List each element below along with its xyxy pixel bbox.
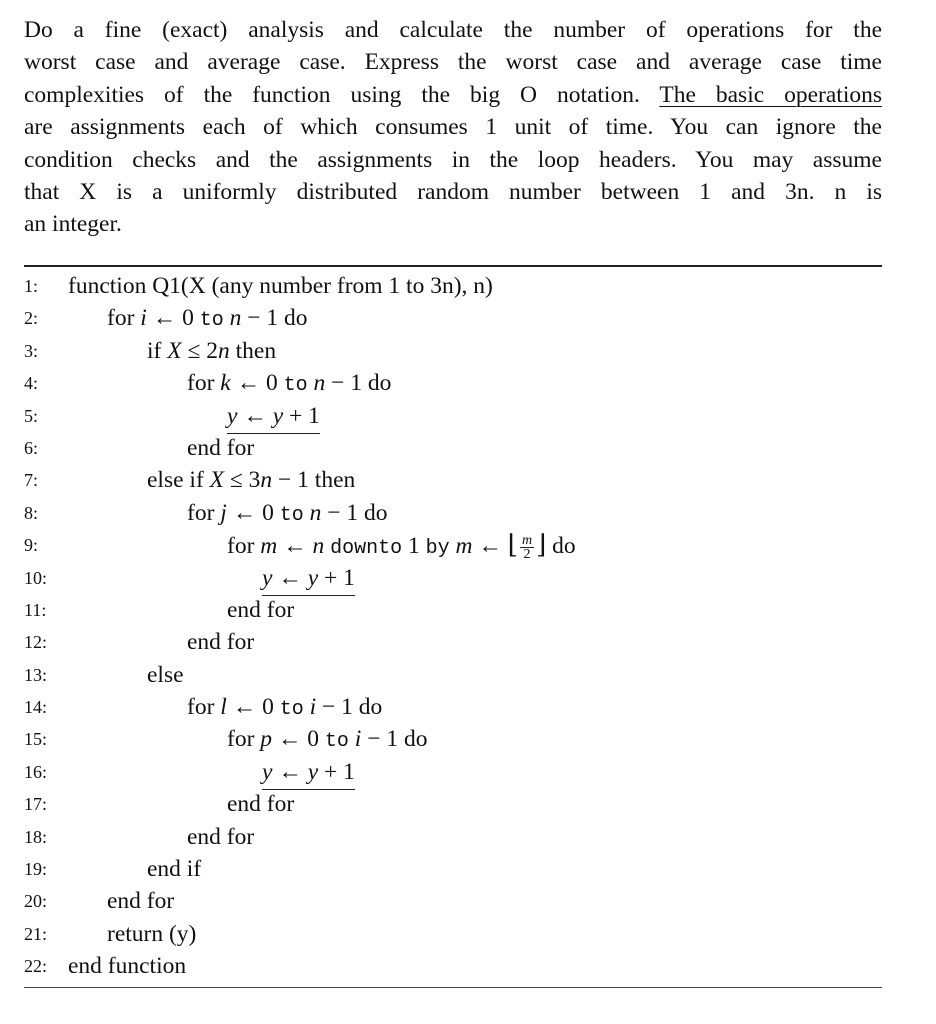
statement [227,723,427,758]
text-segment: then [229,337,277,364]
math-symbol: y [307,564,319,591]
statement [187,367,391,402]
math-symbol: y [262,564,273,591]
line-number: 7: [24,470,39,491]
text-segment: end for [227,596,295,623]
math-symbol: n [309,499,322,526]
paragraph-line [24,111,882,143]
text-segment: an integer. [24,211,122,238]
line-number: 5: [24,405,39,426]
floor-bracket: ⌋ [536,530,547,560]
math-symbol: k [220,370,231,397]
text-segment: − 1 then [272,467,356,494]
assignment-statement [262,756,355,790]
math-symbol: n [218,337,230,364]
algorithm-line [24,626,882,658]
statement [68,270,493,302]
line-number: 18: [24,826,48,847]
text-segment: end for [187,629,255,656]
algorithm-line [24,497,882,529]
text-segment: ← [472,533,508,560]
statement [187,821,254,853]
text-segment: ← [237,402,273,429]
denominator: 2 [523,547,531,563]
math-symbol: l [220,694,227,721]
line-number: 2: [24,308,39,329]
text-segment: − 1 do [325,370,392,397]
text-segment: if [147,337,168,364]
line-number: 9: [24,535,39,556]
line-number: 8: [24,502,39,523]
paragraph-line [24,46,882,78]
math-symbol: y [307,758,319,785]
statement [147,335,276,367]
math-symbol: X [167,337,182,364]
text-segment: for [187,499,221,526]
algorithm-line [24,723,882,755]
line-number: 17: [24,794,48,815]
line-number: 10: [24,567,48,588]
text-segment: ← 0 [226,694,280,721]
text-segment: 1 [402,533,426,560]
algorithm-line [24,400,882,432]
math-symbol: m [455,533,473,560]
text-segment: end for [227,791,295,818]
statement [147,659,184,691]
statement [187,691,382,726]
algorithm-line [24,432,882,464]
text-segment: worst case and average case. Express the worst case and average case time [24,49,882,76]
floor-bracket: ⌊ [507,530,518,560]
math-symbol: n [229,305,242,332]
text-segment: condition checks and the assignments in the loop headers. You may assume [24,146,882,173]
text-segment: else if [147,467,210,494]
keyword-mono: downto [330,537,403,561]
algorithm-line [24,756,882,788]
text-segment: end if [147,856,202,883]
paragraph-line [24,208,882,240]
algorithm-line [24,885,882,917]
statement [147,853,201,885]
fraction [520,534,534,561]
text-segment: + 1 [318,564,355,591]
algorithm-line [24,950,882,982]
statement [227,788,294,820]
text-segment: − 1 do [321,499,388,526]
text-segment: else [147,661,184,688]
text-segment: ← 0 [146,305,200,332]
algorithm-line [24,821,882,853]
algorithm-line [24,562,882,594]
algorithm-block [24,265,882,988]
math-symbol: p [260,726,273,753]
text-segment: − 1 do [361,726,428,753]
math-symbol: n [313,370,326,397]
line-number: 21: [24,923,48,944]
text-segment: ≤ 2 [181,337,218,364]
line-number: 11: [24,599,47,620]
numerator: m [521,533,533,549]
text-segment: that X is a uniformly distributed random number between 1 and 3n. n is [24,178,882,205]
text-segment: end for [187,434,255,461]
algorithm-line [24,367,882,399]
statement [107,918,196,950]
math-symbol: y [227,402,238,429]
text-segment: are assignments each of which consumes 1 unit of time. You can ignore the [24,114,882,141]
text-segment: return (y) [107,920,197,947]
statement [107,885,174,917]
text-segment: do [546,533,576,560]
line-number: 3: [24,340,39,361]
keyword-mono: to [279,503,304,527]
math-symbol: y [262,758,273,785]
math-symbol: i [140,305,147,332]
text-segment: for [187,370,221,397]
text-segment: end for [107,888,175,915]
line-number: 14: [24,697,48,718]
math-symbol: X [209,467,224,494]
line-number: 4: [24,373,39,394]
line-number: 19: [24,859,48,880]
math-symbol: i [354,726,362,753]
text-segment: − 1 do [316,694,383,721]
line-number: 12: [24,632,48,653]
math-symbol: j [220,499,227,526]
line-number: 16: [24,761,48,782]
question-paragraph [24,14,882,241]
algorithm-line [24,335,882,367]
math-symbol: y [272,402,284,429]
text-segment: + 1 [283,402,320,429]
line-number: 1: [24,276,39,296]
paragraph-line [24,79,882,111]
underlined-phrase: The basic operations [659,81,882,108]
paragraph-line [24,144,882,176]
text-segment: complexities of the function using the big O notation. [24,81,660,108]
keyword-mono: to [324,730,349,754]
paragraph-line [24,14,882,46]
line-number: 20: [24,891,48,912]
paragraph-line [24,176,882,208]
text-segment: ← [272,564,308,591]
text-segment: end for [187,823,255,850]
line-number: 13: [24,664,48,685]
algorithm-line [24,853,882,885]
algorithm-line [24,464,882,496]
line-number: 6: [24,437,39,458]
text-segment: ← [272,758,308,785]
keyword-mono: by [425,537,450,561]
algorithm-line [24,270,882,302]
keyword-mono: to [199,309,224,333]
statement [187,432,254,464]
text-segment: ← 0 [230,370,284,397]
line-number: 15: [24,729,48,750]
text-segment: Do a fine (exact) analysis and calculate the number of operations for the [24,17,882,43]
keyword-mono: to [279,698,304,722]
statement [227,529,576,565]
algorithm-line [24,529,882,561]
text-segment: for [107,305,141,332]
text-segment: ← [277,533,313,560]
algorithm-line [24,302,882,334]
text-segment: ← 0 [226,499,280,526]
math-symbol: i [309,694,317,721]
math-symbol: n [260,467,273,494]
text-segment: for [227,726,261,753]
statement [107,302,307,337]
text-segment: − 1 do [241,305,308,332]
statement [227,594,294,626]
algorithm-line [24,918,882,950]
statement [68,950,186,982]
statement [187,497,387,532]
text-segment: function Q1(X (any number from 1 to 3n), n) [68,273,493,299]
text-segment: ← 0 [272,726,325,753]
text-segment: for [227,533,261,560]
algorithm-line [24,691,882,723]
text-segment: for [187,694,221,721]
assignment-statement [227,400,320,434]
line-number: 22: [24,956,48,977]
assignment-statement [262,562,355,596]
algorithm-line [24,659,882,691]
text-segment: + 1 [318,758,355,785]
algorithm-line [24,594,882,626]
text-segment: end function [68,953,187,980]
keyword-mono: to [283,374,308,398]
text-segment: ≤ 3 [224,467,261,494]
statement [147,464,355,496]
statement [187,626,254,658]
math-symbol: m [260,533,278,560]
algorithm-line [24,788,882,820]
math-symbol: n [312,533,325,560]
